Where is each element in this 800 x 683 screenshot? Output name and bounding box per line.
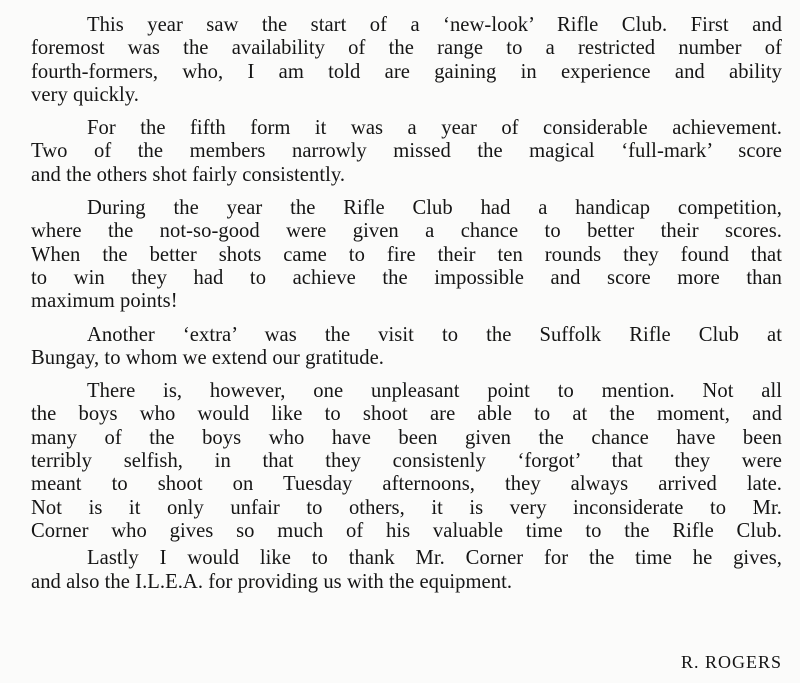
article-line: where the not-so-good were given a chance to better their scores. (31, 220, 782, 243)
article-line: terribly selfish, in that they consistenly ‘forgot’ that they were (31, 450, 782, 473)
paragraph-4 (31, 324, 782, 371)
paragraph-5 (31, 380, 782, 543)
article-line: fourth-formers, who, I am told are gaining in experience and ability (31, 60, 782, 83)
article-line: meant to shoot on Tuesday afternoons, they always arrived late. (31, 473, 782, 496)
article-line: maximum points! (31, 290, 178, 313)
article-line: For the fifth form it was a year of considerable achievement. (87, 117, 782, 140)
article-line: Corner who gives so much of his valuable time to the Rifle Club. (31, 519, 782, 542)
paragraph-2 (31, 117, 782, 187)
article-line: Another ‘extra’ was the visit to the Suffolk Rifle Club at (87, 323, 782, 346)
article-line: This year saw the start of a ‘new-look’ Rifle Club. First and (87, 14, 782, 36)
article-line: During the year the Rifle Club had a handicap competition, (87, 197, 782, 220)
article-line: many of the boys who have been given the chance have been (31, 426, 782, 449)
author-signature: R. ROGERS (680, 652, 782, 672)
paragraph-6 (31, 547, 782, 594)
article-line: When the better shots came to fire their ten rounds they found that (31, 243, 782, 266)
article-line: and the others shot fairly consistently. (31, 163, 346, 186)
rifle-club-article (31, 14, 782, 604)
article-line: to win they had to achieve the impossible and score more than (31, 266, 782, 289)
article-line: the boys who would like to shoot are able to at the moment, and (31, 403, 782, 426)
article-line: and also the I.L.E.A. for providing us with the equipment. (31, 570, 513, 593)
paragraph-3 (31, 197, 782, 313)
article-line: There is, however, one unpleasant point to mention. Not all (87, 380, 782, 403)
article-line: foremost was the availability of the range to a restricted number of (31, 37, 782, 60)
article-line: Two of the members narrowly missed the magical ‘full-mark’ score (31, 140, 782, 163)
article-line: Not is it only unfair to others, it is very inconsiderate to Mr. (31, 496, 782, 519)
paragraph-1 (31, 14, 782, 107)
article-line: Lastly I would like to thank Mr. Corner for the time he gives, (87, 547, 782, 570)
article-line: very quickly. (31, 83, 139, 106)
article-line: Bungay, to whom we extend our gratitude. (31, 346, 384, 369)
